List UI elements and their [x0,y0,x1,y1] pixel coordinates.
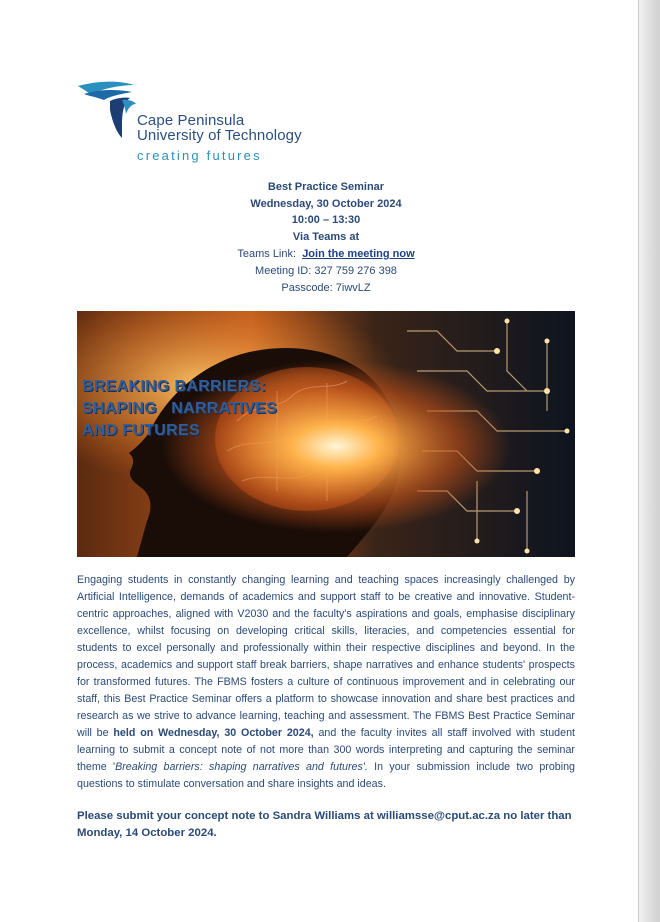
seminar-banner-image [77,311,575,557]
join-meeting-link[interactable]: Join the meeting now [302,248,415,260]
seminar-description [77,572,575,793]
page-edge-shadow [638,0,660,922]
description-date-bold: held on Wednesday, 30 October 2024, [113,727,314,739]
description-theme-italic: Breaking barriers: shaping narratives and futures'. [115,761,368,773]
description-text: Engaging students in constantly changing learning and teaching spaces increasingly challenged by Artificial Intelligence, demands of academics and support staff to be creative and innovative. Student-centric approaches, aligned with V2030 and the faculty's aspirations and goals, emphasise disciplinary excellence, whilst focusing on developing critical skills, literacies, and competencies essential for students to excel personally and professionally within their respective disciplines and beyond. In the process, academics and support staff break barriers, shape narratives and enhance students' prospects for transformed futures. The FBMS fosters a culture of continuous improvement and in celebrating our staff, this Best Practice Seminar offers a platform to showcase innovation and share best practices and research as we strive to advance learning, teaching and assessment. The FBMS Best Practice Seminar will be [77,574,575,739]
teams-link-line [0,248,652,260]
description-text-end: In your submission include two probing questions to stimulate conversation and share insights and ideas. [77,761,575,790]
description-text-cont: and the faculty invites all staff involved with student learning to submit a concept note of not more than 300 words interpreting and capturing the seminar theme ' [77,727,575,773]
event-time: 10:00 – 13:30 [291,214,361,226]
university-logo [76,80,336,170]
event-date: Wednesday, 30 October 2024 [250,198,402,210]
event-venue: Via Teams at [292,231,360,243]
banner-title: BREAKING BARRIERS: SHAPING NARRATIVES AND FUTURES [82,378,278,439]
submission-instructions: Please submit your concept note to Sandra Williams at williamsse@cput.ac.za no later than Monday, 14 October 2024. [77,810,572,839]
university-name-line1: Cape Peninsula [137,112,245,129]
meeting-passcode: Passcode: 7iwvLZ [281,282,371,294]
logo-tagline: creating futures [137,148,262,163]
teams-link-label: Teams Link: [237,248,297,260]
event-title: Best Practice Seminar [267,181,385,193]
university-name-line2: University of Technology [137,127,302,144]
cput-emblem-icon [76,80,138,140]
meeting-id: Meeting ID: 327 759 276 398 [255,265,397,277]
